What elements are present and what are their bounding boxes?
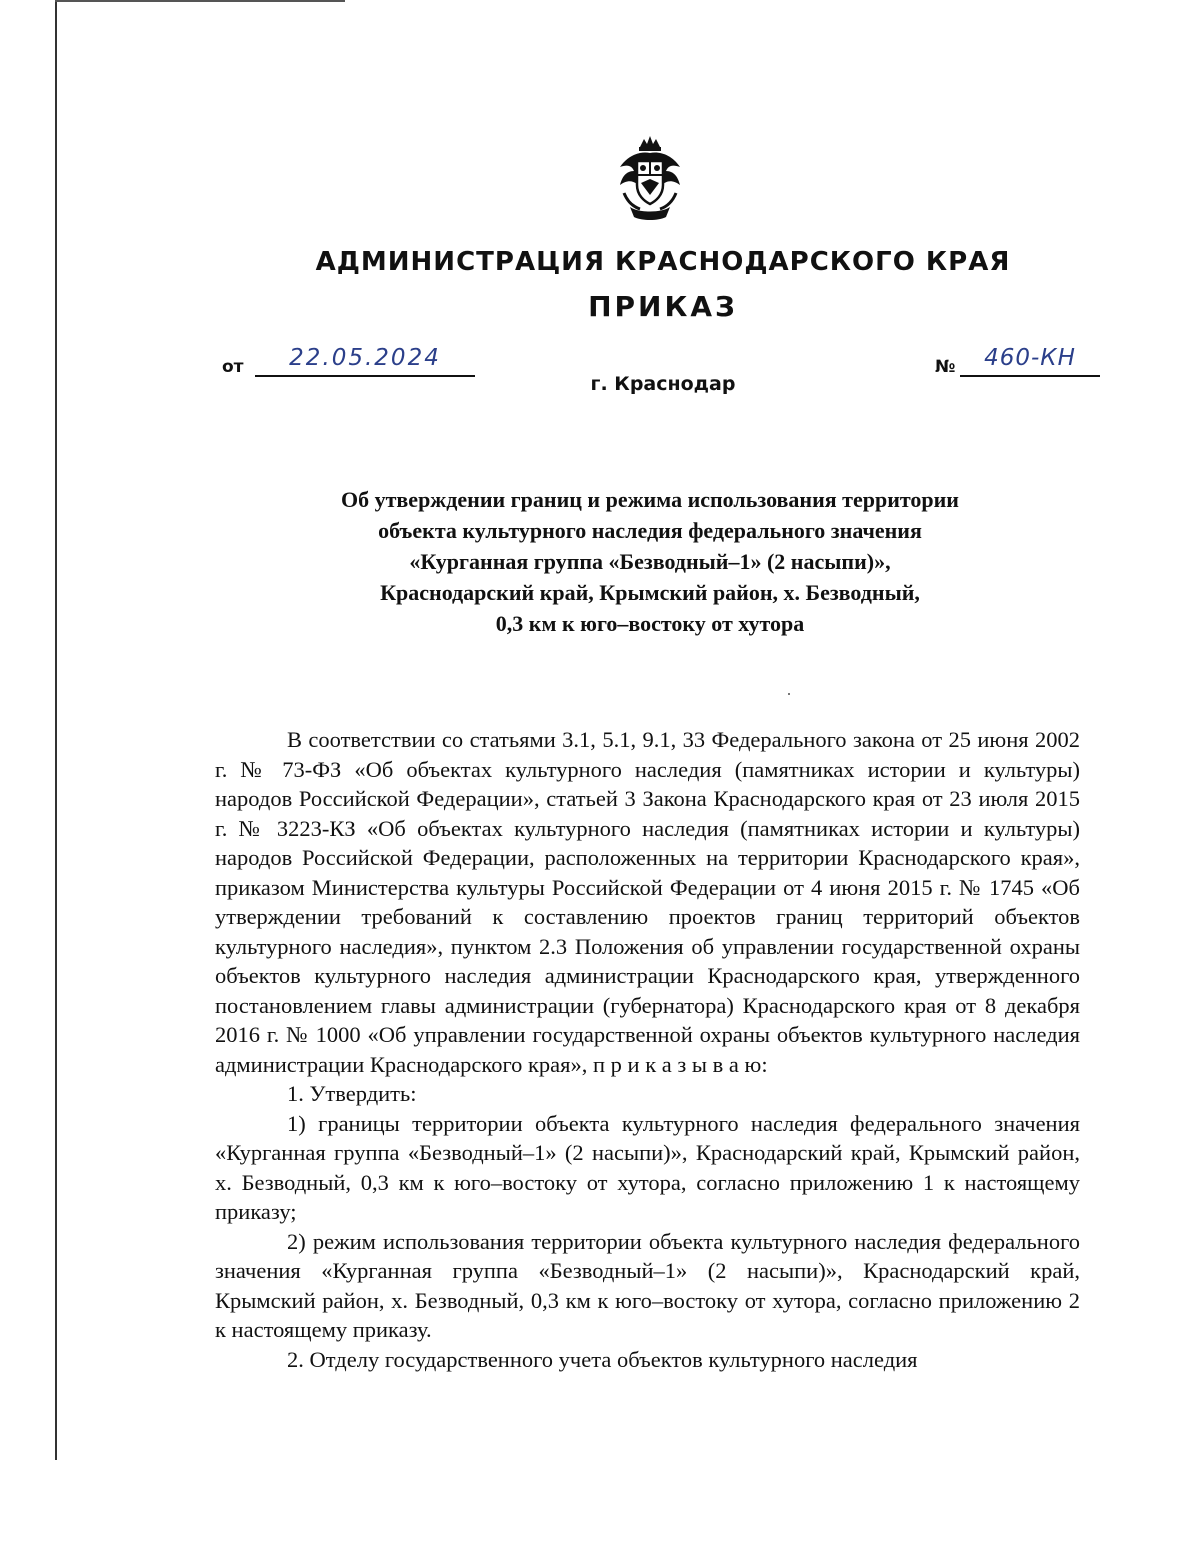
number-value: 460-КН (960, 345, 1100, 377)
date-label: от (222, 357, 244, 377)
title-line: Об утверждении границ и режима использования территории (341, 487, 959, 512)
scan-speck (788, 693, 790, 695)
title-line: Краснодарский край, Крымский район, х. Безводный, (380, 580, 920, 605)
title-line: 0,3 км к юго–востоку от хутора (495, 611, 805, 636)
scan-left-edge (55, 0, 57, 1460)
scan-top-edge (55, 0, 345, 2)
item-2-paragraph: 2. Отделу государственного учета объектов культурного наследия (287, 1346, 918, 1372)
city: г. Краснодар (590, 373, 736, 395)
document-type: ПРИКАЗ (588, 290, 738, 323)
title-line: «Курганная группа «Безводный–1» (2 насыпи)», (409, 549, 891, 574)
item-1-heading: 1. Утвердить: (287, 1081, 417, 1106)
document-body (215, 725, 1080, 1374)
number-label: № (935, 357, 956, 377)
coat-of-arms-icon (610, 133, 690, 223)
title-line: объекта культурного наследия федерального значения (378, 518, 922, 543)
organization-title: АДМИНИСТРАЦИЯ КРАСНОДАРСКОГО КРАЯ (315, 247, 1011, 277)
item-1-1-paragraph: 1) границы территории объекта культурного наследия федерального значения «Курганная группа «Безводный–1» (2 насыпи)», Краснодарский край, Крымский район, х. Безводный, 0,3 км к юго–востоку от хутора, согласно приложению 1 к настоящему приказу; (215, 1110, 1080, 1224)
item-1-2-paragraph: 2) режим использования территории объекта культурного наследия федерального значения «Курганная группа «Безводный–1» (2 насыпи)», Краснодарский край, Крымский район, х. Безводный, 0,3 км к юго–востоку от хутора, согласно приложению 2 к настоящему приказу. (215, 1228, 1080, 1342)
document-title (0, 484, 1200, 639)
date-value: 22.05.2024 (255, 345, 475, 377)
preamble-paragraph: В соответствии со статьями 3.1, 5.1, 9.1, 33 Федерального закона от 25 июня 2002 г. № 73-ФЗ «Об объектах культурного наследия (памятниках истории и культуры) народов Российской Федерации», статьей 3 Закона Краснодарского края от 23 июля 2015 г. № 3223-КЗ «Об объектах культурного наследия (памятниках истории и культуры) народов Российской Федерации, расположенных на территории Краснодарского края», приказом Министерства культуры Российской Федерации от 4 июня 2015 г. № 1745 «Об утверждении требований к составлению проектов границ территорий объектов культурного наследия», пунктом 2.3 Положения об управлении государственной охраны объектов культурного наследия администрации Краснодарского края, утвержденного постановлением главы администрации (губернатора) Краснодарского края от 8 декабря 2016 г. № 1000 «Об управлении государственной охраны объектов культурного наследия администрации Краснодарского края», п р и к а з ы в а ю: (215, 727, 1080, 1077)
